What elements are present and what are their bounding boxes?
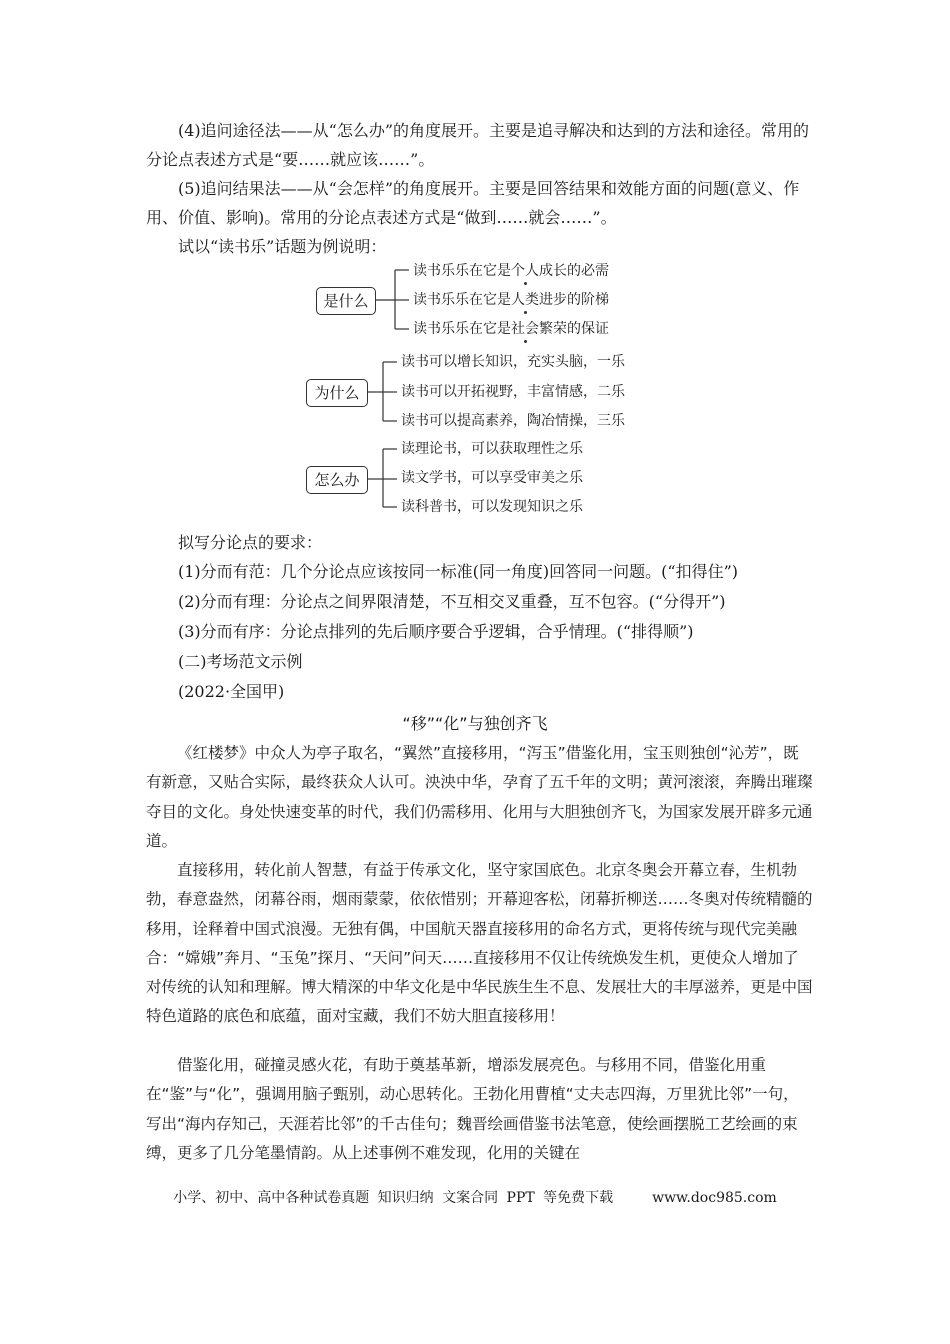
- diagram-box-why: 为什么: [306, 379, 368, 407]
- emphasis-text: 个人: [511, 263, 539, 279]
- requirement-3: (3)分而有序：分论点排列的先后顺序要合乎逻辑，合乎情理。(“排得顺”): [178, 622, 694, 641]
- diagram-branch: 读书可以提高素养，陶冶情操，三乐: [401, 413, 625, 429]
- requirements-heading: 拟写分论点的要求：: [178, 533, 323, 552]
- emphasis-text: 人类: [511, 292, 539, 308]
- paragraph-method-4: (4)追问途径法——从“怎么办”的角度展开。主要是追寻解决和达到的方法和途径。常用的分论点表述方式是“要……就应该……”。: [146, 121, 810, 169]
- branch-text: 读书乐乐在它是: [413, 292, 511, 308]
- footer-text: 小学、初中、高中各种试卷真题 知识归纳 文案合同 PPT 等免费下载: [173, 1190, 614, 1206]
- diagram-branch: [413, 262, 609, 280]
- diagram-branch: 读理论书，可以获取理性之乐: [401, 441, 583, 457]
- diagram-branch: 读文学书，可以享受审美之乐: [401, 470, 583, 486]
- diagram-branch: 读书可以开拓视野，丰富情感，二乐: [401, 384, 625, 400]
- diagram-branch: 读书可以增长知识，充实头脑，一乐: [401, 354, 625, 370]
- section-source: (2022·全国甲): [178, 682, 285, 701]
- essay-title: “移”“化”与独创齐飞: [402, 714, 548, 733]
- diagram-branch: 读科普书，可以发现知识之乐: [401, 499, 583, 515]
- essay-paragraph-3: 借鉴化用，碰撞灵感火花，有助于奠基革新，增添发展亮色。与移用不同，借鉴化用重在“鉴”与“化”，强调用脑子甄别，动心思转化。王勃化用曹植“丈夫志四海，万里犹比邻”一句，写出“海内存知己，天涯若比邻”的千古佳句；魏晋绘画借鉴书法笔意，使绘画摆脱工艺绘画的束缚，更多了几分笔墨情韵。从上述事例不难发现，化用的关键在: [146, 1056, 799, 1162]
- example-intro: 试以“读书乐”话题为例说明：: [178, 237, 387, 256]
- paragraph-method-5: (5)追问结果法——从“会怎样”的角度展开。主要是回答结果和效能方面的问题(意义、作用、价值、影响)。常用的分论点表述方式是“做到……就会……”。: [146, 179, 800, 227]
- essay-paragraph-2: 直接移用，转化前人智慧，有益于传承文化，坚守家国底色。北京冬奥会开幕立春，生机勃勃，春意盎然，闭幕谷雨，烟雨蒙蒙，依依惜别；开幕迎客松，闭幕折柳送……冬奥对传统精髓的移用，诠释着中国式浪漫。无独有偶，中国航天器直接移用的命名方式，更将传统与现代完美融合：“嫦娥”奔月、“玉兔”探月、“天问”问天……直接移用不仅让传统焕发生机，更使众人增加了对传统的认知和理解。博大精深的中华文化是中华民族生生不息、发展壮大的丰厚滋养，更是中国特色道路的底色和底蕴，面对宝藏，我们不妨大胆直接移用！: [146, 861, 813, 1026]
- requirement-2: (2)分而有理：分论点之间界限清楚，不互相交叉重叠，互不包容。(“分得开”): [178, 592, 726, 611]
- diagram-branch: [413, 291, 609, 309]
- essay-paragraph-1: 《红楼梦》中众人为亭子取名，“翼然”直接移用，“泻玉”借鉴化用，宝玉则独创“沁芳”，既有新意，又贴合实际，最终获众人认可。泱泱中华，孕育了五千年的文明；黄河滚滚，奔腾出璀璨夺目的文化。身处快速变革的时代，我们仍需移用、化用与大胆独创齐飞，为国家发展开辟多元通道。: [146, 744, 813, 850]
- branch-text: 读书乐乐在它是: [413, 321, 511, 337]
- requirement-1: (1)分而有范：几个分论点应该按同一标准(同一角度)回答同一问题。(“扣得住”): [178, 562, 738, 581]
- section-heading: (二)考场范文示例: [178, 652, 303, 671]
- branch-text: 进步的阶梯: [539, 292, 609, 308]
- diagram-box-what: 是什么: [316, 287, 376, 315]
- emphasis-text: 社会: [511, 321, 539, 337]
- branch-text: 成长的必需: [539, 263, 609, 279]
- footer-url: www.doc985.com: [652, 1190, 777, 1206]
- page-footer: [0, 1188, 950, 1208]
- diagram-branch: [413, 320, 609, 338]
- branch-text: 繁荣的保证: [539, 321, 609, 337]
- branch-text: 读书乐乐在它是: [413, 263, 511, 279]
- diagram-box-how: 怎么办: [306, 466, 368, 494]
